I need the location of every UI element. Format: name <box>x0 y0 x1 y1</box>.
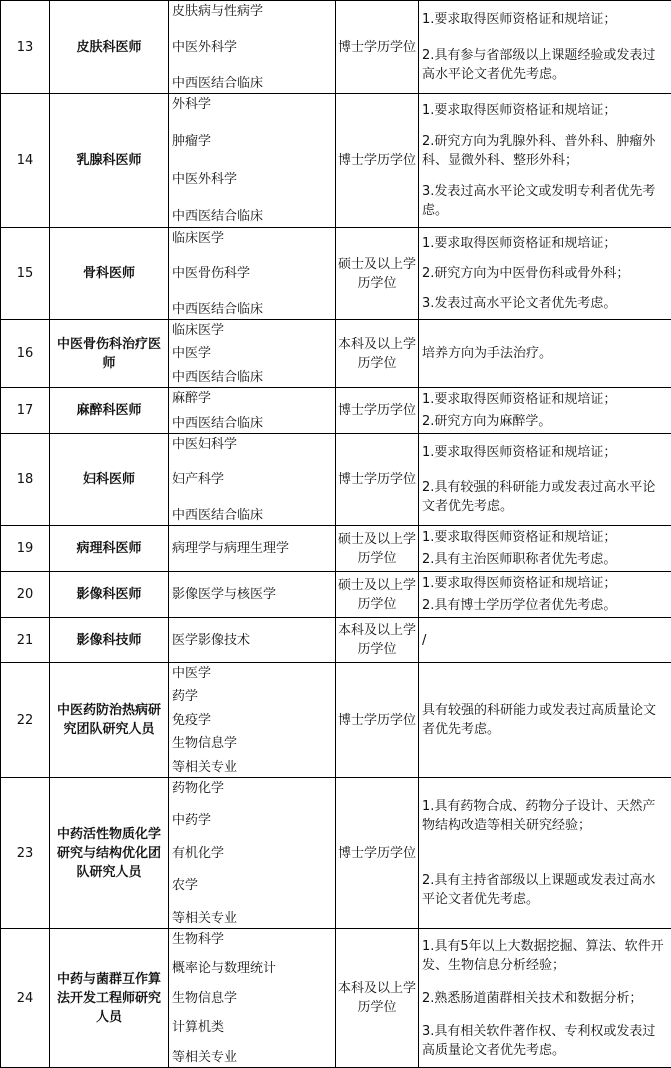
row-number: 15 <box>1 228 50 320</box>
table-row <box>1 572 671 618</box>
requirements-cell <box>419 228 671 320</box>
major-cell <box>169 618 336 663</box>
requirement-item: 2.具有较强的科研能力或发表过高水平论文者优先考虑。 <box>422 478 668 516</box>
table-row <box>1 388 671 434</box>
requirement-item: 2.具有参与省部级以上课题经验或发表过高水平论文者优先考虑。 <box>422 46 668 84</box>
degree-requirement: 本科及以上学历学位 <box>336 929 419 1068</box>
position-title: 骨科医师 <box>50 228 169 320</box>
requirements-cell <box>419 572 671 618</box>
requirement-item: 1.要求取得医师资格证和规培证； <box>422 10 668 29</box>
major-item: 临床医学 <box>172 321 332 340</box>
position-title: 皮肤科医师 <box>50 1 169 94</box>
requirement-item: 1.要求取得医师资格证和规培证； <box>422 574 668 593</box>
degree-requirement: 硕士及以上学历学位 <box>336 228 419 320</box>
position-title: 影像科医师 <box>50 572 169 618</box>
major-item: 中医骨伤科学 <box>172 264 332 283</box>
major-item: 中医妇科学 <box>172 435 332 454</box>
major-item: 中西医结合临床 <box>172 207 332 226</box>
requirement-item: 2.具有主持省部级以上课题或发表过高水平论文者优先考虑。 <box>422 871 668 909</box>
major-cell <box>169 526 336 572</box>
major-cell <box>169 572 336 618</box>
major-cell <box>169 388 336 434</box>
degree-requirement: 博士学历学位 <box>336 388 419 434</box>
row-number: 23 <box>1 778 50 929</box>
requirements-cell <box>419 526 671 572</box>
major-cell <box>169 663 336 778</box>
requirement-item: 1.要求取得医师资格证和规培证； <box>422 101 668 120</box>
major-item: 药物化学 <box>172 779 332 798</box>
row-number: 13 <box>1 1 50 94</box>
table-row <box>1 320 671 388</box>
major-item: 中药学 <box>172 811 332 830</box>
degree-requirement: 硕士及以上学历学位 <box>336 526 419 572</box>
major-item: 中医外科学 <box>172 38 332 57</box>
major-item: 等相关专业 <box>172 1048 332 1067</box>
requirement-item: 2.具有博士学历学位者优先考虑。 <box>422 596 668 615</box>
position-title: 病理科医师 <box>50 526 169 572</box>
position-title: 中医骨伤科治疗医师 <box>50 320 169 388</box>
position-title: 麻醉科医师 <box>50 388 169 434</box>
major-cell <box>169 434 336 526</box>
major-item: 中西医结合临床 <box>172 414 332 433</box>
major-item: 病理学与病理生理学 <box>172 539 332 558</box>
major-item: 临床医学 <box>172 229 332 248</box>
major-item: 生物信息学 <box>172 989 332 1008</box>
major-item: 皮肤病与性病学 <box>172 2 332 21</box>
major-item: 妇产科学 <box>172 470 332 489</box>
major-item: 麻醉学 <box>172 389 332 408</box>
requirement-item: 1.要求取得医师资格证和规培证； <box>422 390 668 409</box>
table-row <box>1 618 671 663</box>
table-row <box>1 1 671 94</box>
major-item: 影像医学与核医学 <box>172 585 332 604</box>
major-item: 中西医结合临床 <box>172 300 332 319</box>
major-cell <box>169 320 336 388</box>
table-row <box>1 663 671 778</box>
requirement-item: 2.研究方向为中医骨伤科或骨外科； <box>422 264 668 283</box>
row-number: 14 <box>1 94 50 228</box>
table-row <box>1 526 671 572</box>
requirements-cell <box>419 929 671 1068</box>
major-item: 有机化学 <box>172 844 332 863</box>
major-item: 中西医结合临床 <box>172 74 332 93</box>
requirement-item: 3.发表过高水平论文者优先考虑。 <box>422 294 668 313</box>
position-title: 中药与菌群互作算法开发工程师研究人员 <box>50 929 169 1068</box>
requirement-item: 1.具有药物合成、药物分子设计、天然产物结构改造等相关研究经验； <box>422 797 668 835</box>
requirements-cell <box>419 320 671 388</box>
major-cell <box>169 1 336 94</box>
table-row <box>1 228 671 320</box>
table-row <box>1 778 671 929</box>
requirements-cell <box>419 94 671 228</box>
major-item: 中医学 <box>172 344 332 363</box>
requirements-cell <box>419 663 671 778</box>
requirement-item: 1.具有5年以上大数据挖掘、算法、软件开发、生物信息分析经验； <box>422 937 668 975</box>
major-item: 中西医结合临床 <box>172 368 332 387</box>
requirement-item: 1.要求取得医师资格证和规培证； <box>422 443 668 462</box>
table-row <box>1 929 671 1068</box>
major-cell <box>169 94 336 228</box>
major-item: 农学 <box>172 876 332 895</box>
requirements-cell <box>419 1 671 94</box>
major-item: 免疫学 <box>172 711 332 730</box>
requirement-item: 2.研究方向为乳腺外科、普外科、肿瘤外科、显微外科、整形外科； <box>422 132 668 170</box>
major-item: 中医外科学 <box>172 170 332 189</box>
major-item: 生物信息学 <box>172 734 332 753</box>
row-number: 16 <box>1 320 50 388</box>
degree-requirement: 硕士及以上学历学位 <box>336 572 419 618</box>
major-item: 中医学 <box>172 664 332 683</box>
requirement-item: 培养方向为手法治疗。 <box>422 344 668 363</box>
major-item: 医学影像技术 <box>172 631 332 650</box>
degree-requirement: 博士学历学位 <box>336 778 419 929</box>
requirement-item: 1.要求取得医师资格证和规培证； <box>422 234 668 253</box>
major-item: 计算机类 <box>172 1018 332 1037</box>
position-title: 中药活性物质化学研究与结构优化团队研究人员 <box>50 778 169 929</box>
row-number: 22 <box>1 663 50 778</box>
major-cell <box>169 929 336 1068</box>
major-item: 等相关专业 <box>172 758 332 777</box>
row-number: 24 <box>1 929 50 1068</box>
requirement-item: 3.发表过高水平论文或发明专利者优先考虑。 <box>422 182 668 220</box>
major-cell <box>169 228 336 320</box>
degree-requirement: 博士学历学位 <box>336 94 419 228</box>
degree-requirement: 本科及以上学历学位 <box>336 618 419 663</box>
major-item: 肿瘤学 <box>172 132 332 151</box>
requirement-item: 2.研究方向为麻醉学。 <box>422 412 668 431</box>
row-number: 19 <box>1 526 50 572</box>
degree-requirement: 博士学历学位 <box>336 434 419 526</box>
position-title: 乳腺科医师 <box>50 94 169 228</box>
requirements-cell <box>419 434 671 526</box>
requirements-cell <box>419 618 671 663</box>
major-item: 外科学 <box>172 95 332 114</box>
requirements-cell <box>419 388 671 434</box>
requirement-item: 1.要求取得医师资格证和规培证； <box>422 528 668 547</box>
major-item: 药学 <box>172 687 332 706</box>
degree-requirement: 本科及以上学历学位 <box>336 320 419 388</box>
major-item: 等相关专业 <box>172 909 332 928</box>
row-number: 18 <box>1 434 50 526</box>
major-item: 生物科学 <box>172 930 332 949</box>
major-item: 中西医结合临床 <box>172 506 332 525</box>
requirement-item: / <box>422 631 668 650</box>
row-number: 17 <box>1 388 50 434</box>
position-title: 中医药防治热病研究团队研究人员 <box>50 663 169 778</box>
row-number: 21 <box>1 618 50 663</box>
table-row <box>1 94 671 228</box>
requirement-item: 具有较强的科研能力或发表过高质量论文者优先考虑。 <box>422 701 668 739</box>
position-title: 妇科医师 <box>50 434 169 526</box>
major-item: 概率论与数理统计 <box>172 959 332 978</box>
degree-requirement: 博士学历学位 <box>336 663 419 778</box>
requirement-item: 3.具有相关软件著作权、专利权或发表过高质量论文者优先考虑。 <box>422 1022 668 1060</box>
degree-requirement: 博士学历学位 <box>336 1 419 94</box>
requirement-item: 2.具有主治医师职称者优先考虑。 <box>422 550 668 569</box>
table-row <box>1 434 671 526</box>
major-cell <box>169 778 336 929</box>
row-number: 20 <box>1 572 50 618</box>
requirements-cell <box>419 778 671 929</box>
position-title: 影像科技师 <box>50 618 169 663</box>
requirement-item: 2.熟悉肠道菌群相关技术和数据分析； <box>422 989 668 1008</box>
